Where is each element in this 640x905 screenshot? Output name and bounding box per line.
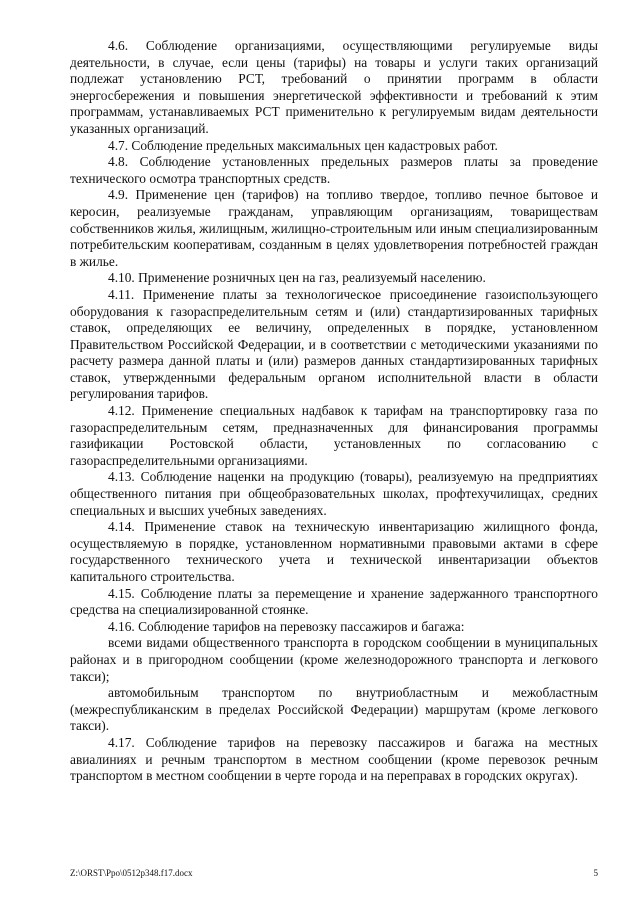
paragraph-4-17: 4.17. Соблюдение тарифов на перевозку пассажиров и багажа на местных авиалиниях и речным транспортом в местном сообщении (кроме перевозок речным транспортом в местном сообщении в черте города и на переправах в городских округах). xyxy=(70,734,598,784)
paragraph-4-15: 4.15. Соблюдение платы за перемещение и хранение задержанного транспортного средства на специализированной стоянке. xyxy=(70,585,598,618)
paragraph-4-12: 4.12. Применение специальных надбавок к тарифам на транспортировку газа по газораспределительным сетям, предназначенных для финансирования программы газификации Ростовской области, установленных по согласованию с газораспределительными организациями. xyxy=(70,403,598,468)
paragraph-4-16: 4.16. Соблюдение тарифов на перевозку пассажиров и багажа: xyxy=(108,618,465,634)
footer-file-path: Z:\ORST\Ppo\0512p348.f17.docx xyxy=(70,868,193,878)
document-page xyxy=(70,38,598,785)
paragraph-4-6: 4.6. Соблюдение организациями, осуществляющими регулируемые виды деятельности, в случае, если цены (тарифы) на товары и услуги таких организаций подлежат установлению РСТ, требований о принятии программ в области энергосбережения и повышения энергетической эффективности и требований к этим программам, устанавливаемых РСТ применительно к регулируемым видам деятельности указанных организаций. xyxy=(70,38,598,136)
paragraph-4-16-road-transport: автомобильным транспортом по внутриобластным и межобластным (межреспубликанским в пределах Российской Федерации) маршрутам (кроме легкового такси). xyxy=(70,685,598,734)
paragraph-4-10: 4.10. Применение розничных цен на газ, реализуемый населению. xyxy=(108,270,486,286)
paragraph-4-8: 4.8. Соблюдение установленных предельных размеров платы за проведение технического осмотра транспортных средств. xyxy=(70,154,598,186)
footer-page-number: 5 xyxy=(593,868,598,878)
paragraph-4-13: 4.13. Соблюдение наценки на продукцию (товары), реализуемую на предприятиях общественного питания при общеобразовательных школах, профтехучилищах, средних специальных и высших учебных заведениях. xyxy=(70,469,598,518)
page-footer xyxy=(70,868,598,878)
paragraph-4-16-city-transport: всеми видами общественного транспорта в городском сообщении в муниципальных районах и в пригородном сообщении (кроме железнодорожного транспорта и легкового такси); xyxy=(70,635,598,684)
paragraph-4-11: 4.11. Применение платы за технологическое присоединение газоиспользующего оборудования к газораспределительным сетям и (или) стандартизированных тарифных ставок, определяющих ее величину, определенных в порядке, установленном Правительством Российской Федерации, и в соответствии с методическими указаниями по расчету размера данной платы и (или) размеров данных стандартизированных тарифных ставок, утвержденными федеральным органом исполнительной власти в области регулирования тарифов. xyxy=(70,286,598,402)
paragraph-4-14: 4.14. Применение ставок на техническую инвентаризацию жилищного фонда, осуществляемую в порядке, установленном нормативными правовыми актами в сфере государственного технического учета и технической инвентаризации объектов капитального строительства. xyxy=(70,519,598,584)
paragraph-4-7: 4.7. Соблюдение предельных максимальных цен кадастровых работ. xyxy=(108,137,498,153)
paragraph-4-9: 4.9. Применение цен (тарифов) на топливо твердое, топливо печное бытовое и керосин, реализуемые гражданам, управляющим организациям, товариществам собственников жилья, жилищным, жилищно-строительным или иным специализированным потребительским кооперативам, созданным в целях удовлетворения потребностей граждан в жилье. xyxy=(70,187,598,269)
